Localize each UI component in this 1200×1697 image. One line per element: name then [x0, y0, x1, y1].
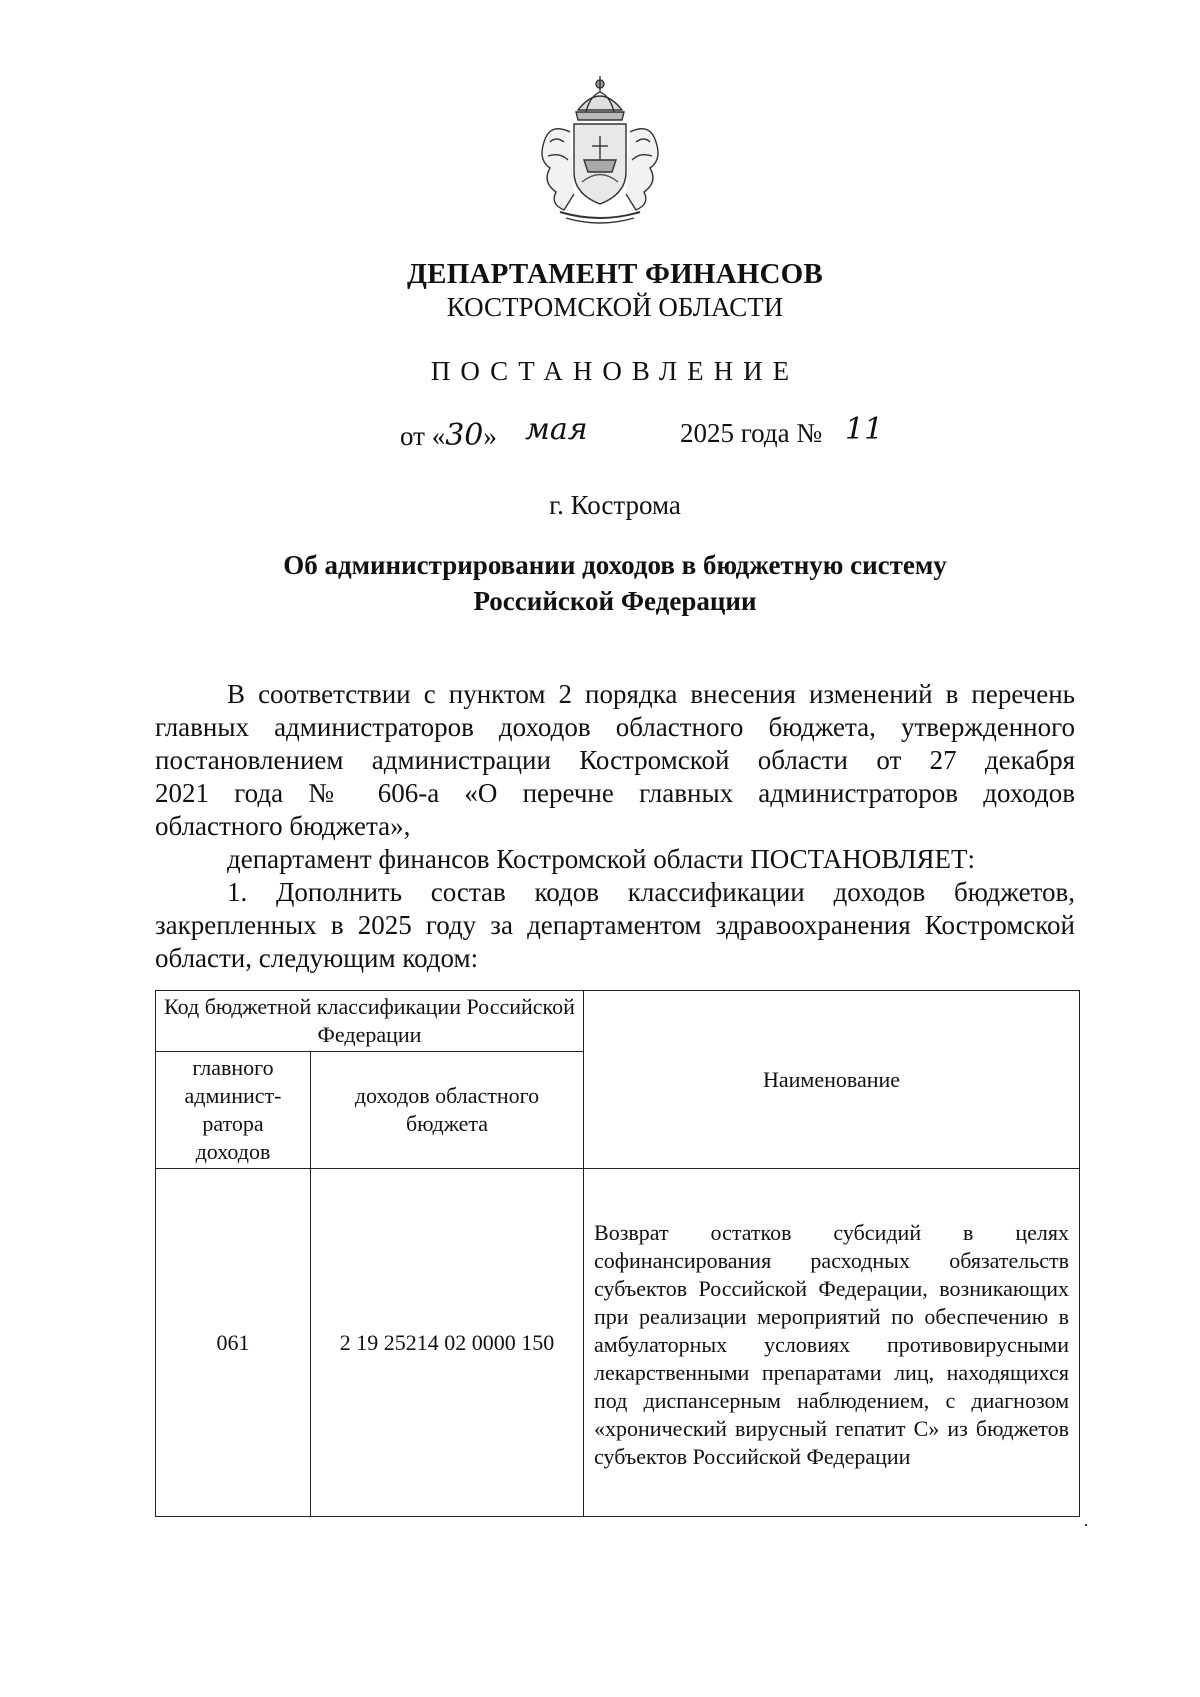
budget-code-table: [155, 990, 1080, 1517]
date-month: мая: [525, 412, 588, 447]
header-admin-cell: главного админист-ратора доходов: [156, 1052, 311, 1169]
income-name-cell: Возврат остатков субсидий в целях софинансирования расходных обязательств субъектов Российской Федерации, возникающих при реализации мероприятий по обеспечению в амбулаторных условиях противовирусными лекарственными препаратами лиц, находящихся под диспансерным наблюдением, с диагнозом «хронический вирусный гепатит С» из бюджетов субъектов Российской Федерации: [584, 1169, 1080, 1517]
scan-mark: ·: [1083, 1515, 1089, 1535]
paragraph-line: 1. Дополнить состав кодов классификации доходов бюджетов,: [227, 877, 1075, 907]
paragraph-line: области, следующим кодом:: [155, 943, 479, 973]
header-name-cell: Наименование: [584, 991, 1080, 1169]
city: г. Кострома: [549, 490, 681, 520]
table-row: [156, 1169, 1080, 1517]
resolution-line: департамент финансов Костромской области ПОСТАНОВЛЯЕТ:: [227, 844, 976, 874]
document-type: ПОСТАНОВЛЕНИЕ: [430, 356, 800, 386]
paragraph-line: областного бюджета»,: [155, 811, 411, 841]
paragraph-line: В соответствии с пунктом 2 порядка внесения изменений в перечень: [227, 679, 1075, 709]
header-income-cell: доходов областного бюджета: [311, 1052, 584, 1169]
document-body: [155, 678, 1075, 975]
income-code-cell: 2 19 25214 02 0000 150: [311, 1169, 584, 1517]
title-line1: Об администрировании доходов в бюджетную систему: [283, 550, 947, 580]
paragraph-line: постановлением администрации Костромской области от 27 декабря: [155, 745, 1075, 775]
date-year: 2025 года №: [680, 418, 823, 448]
paragraph-line: закрепленных в 2025 году за департаментом здравоохранения Костромской: [155, 910, 1075, 940]
admin-code-cell: 061: [156, 1169, 311, 1517]
paragraph-line: 2021 года № 606-а «О перечне главных администраторов доходов: [155, 778, 1075, 808]
header-group-cell: Код бюджетной классификации Российской Федерации: [156, 991, 584, 1052]
document-number: 11: [845, 412, 884, 447]
date-day: 30: [445, 418, 484, 453]
org-name-line1: ДЕПАРТАМЕНТ ФИНАНСОВ: [407, 258, 823, 290]
paragraph-line: главных администраторов доходов областного бюджета, утвержденного: [155, 712, 1075, 742]
org-name-line2: КОСТРОМСКОЙ ОБЛАСТИ: [446, 292, 784, 322]
table-header-row: [156, 991, 1080, 1052]
date-prefix: от «30»: [400, 418, 497, 453]
coat-of-arms-icon: [520, 72, 680, 227]
title-line2: Российской Федерации: [473, 586, 757, 616]
document-title: [0, 547, 1200, 619]
